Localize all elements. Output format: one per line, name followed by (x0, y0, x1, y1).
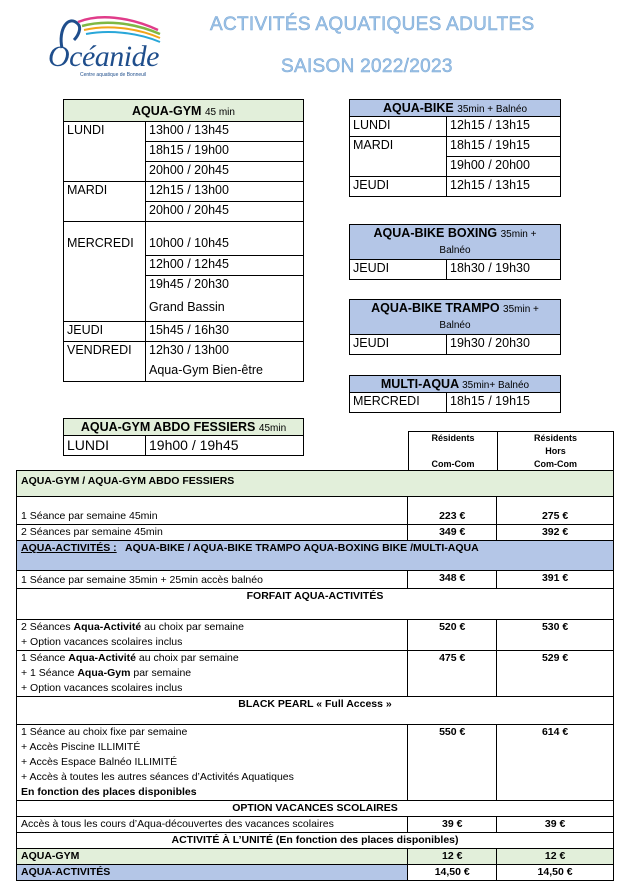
multi-schedule (349, 375, 561, 413)
day-cell (64, 362, 146, 382)
text: + Accès Piscine ILLIMITÉ (21, 741, 141, 753)
price-resident: 550 € (408, 725, 497, 801)
price-label: Accès à tous les cours d’Aqua-découvertes des vacances scolaires (17, 817, 408, 833)
time-cell: 20h00 / 20h45 (146, 162, 304, 182)
multi-header (350, 376, 561, 393)
day-cell: MERCREDI (350, 393, 447, 413)
aquagym-header (64, 100, 304, 122)
time-cell: 18h15 / 19h00 (146, 142, 304, 162)
trampo-title: AQUA-BIKE TRAMPO (371, 301, 500, 315)
price-resident: 348 € (408, 571, 497, 589)
day-cell: JEUDI (350, 177, 447, 197)
day-cell: JEUDI (350, 335, 447, 355)
time-cell: Aqua-Gym Bien-être (146, 362, 304, 382)
day-cell: LUNDI (64, 436, 146, 456)
text: + Accès à toutes les autres séances d’Activités Aquatiques (21, 771, 294, 783)
trampo-duration-2: Balnéo (439, 320, 471, 331)
price-resident: 349 € (408, 525, 497, 541)
day-cell: VENDREDI (64, 342, 146, 362)
text: 1 Séance (21, 652, 69, 664)
text: Aqua-Activité (73, 621, 142, 633)
day-cell (64, 276, 146, 296)
section-black-pearl: BLACK PEARL « Full Access » (17, 697, 614, 725)
text: + Accès Espace Balnéo ILLIMITÉ (21, 756, 178, 768)
day-cell (64, 256, 146, 276)
header-line: Hors (545, 446, 566, 456)
abdo-schedule (63, 418, 304, 456)
boxing-title: AQUA-BIKE BOXING (373, 226, 498, 240)
time-cell: 18h15 / 19h15 (447, 137, 561, 157)
price-non-resident: 614 € (497, 725, 614, 801)
price-resident: 39 € (408, 817, 497, 833)
header-line: Résidents (533, 433, 577, 443)
page-title: ACTIVITÉS AQUATIQUES ADULTES (210, 14, 535, 35)
price-non-resident: 529 € (497, 651, 614, 697)
multi-duration: 35min+ Balnéo (462, 380, 530, 391)
text: En fonction des places disponibles (21, 786, 197, 798)
price-resident: 475 € (408, 651, 497, 697)
text: + Option vacances scolaires inclus (21, 682, 183, 694)
day-cell (64, 162, 146, 182)
time-cell: 20h00 / 20h45 (146, 202, 304, 222)
time-cell: 13h00 / 13h45 (146, 122, 304, 142)
price-non-resident: 392 € (497, 525, 614, 541)
section-unite: ACTIVITÉ À L’UNITÉ (En fonction des places disponibles) (17, 833, 614, 849)
price-label: AQUA-ACTIVITÉS (17, 865, 408, 881)
text: par semaine (130, 667, 192, 679)
time-cell: 19h00 / 20h00 (447, 157, 561, 177)
price-table (16, 470, 614, 881)
time-cell: 12h15 / 13h00 (146, 182, 304, 202)
multi-title: MULTI-AQUA (380, 377, 459, 391)
header-residents (408, 431, 498, 471)
price-label: 2 Séances par semaine 45min (17, 525, 408, 541)
oceanide-logo (48, 10, 178, 80)
aquagym-duration: 45 min (204, 106, 235, 118)
price-label (17, 651, 408, 697)
boxing-duration-2: Balnéo (439, 245, 471, 256)
header-line: Résidents (431, 433, 475, 443)
section-forfait: FORFAIT AQUA-ACTIVITÉS (17, 589, 614, 620)
price-non-resident: 530 € (497, 620, 614, 651)
price-non-resident: 39 € (497, 817, 614, 833)
aquabike-duration: 35min + Balnéo (457, 104, 528, 115)
abdo-title: AQUA-GYM ABDO FESSIERS (80, 420, 256, 434)
text: au choix par semaine (135, 652, 239, 664)
price-non-resident: 12 € (497, 849, 614, 865)
logo-tagline: Centre aquatique de Bonneuil (80, 72, 147, 78)
text: + Option vacances scolaires inclus (21, 636, 183, 648)
text: Aqua-Activité (68, 652, 136, 664)
trampo-duration: 35min + (503, 304, 539, 315)
time-cell: 12h15 / 13h15 (447, 177, 561, 197)
aquabike-title: AQUA-BIKE (382, 101, 454, 115)
price-label (17, 620, 408, 651)
price-resident: 223 € (408, 497, 497, 525)
day-cell: JEUDI (64, 322, 146, 342)
price-label: 1 Séance par semaine 45min (17, 497, 408, 525)
price-resident: 14,50 € (408, 865, 497, 881)
trampo-header (350, 300, 561, 335)
time-cell: 10h00 / 10h45 (146, 222, 304, 256)
price-resident: 12 € (408, 849, 497, 865)
time-cell: 12h00 / 12h45 (146, 256, 304, 276)
header-line (409, 445, 497, 458)
day-cell: MARDI (350, 137, 447, 157)
page-subtitle: SAISON 2022/2023 (281, 56, 453, 77)
text: 2 Séances (21, 621, 74, 633)
boxing-duration: 35min + (500, 229, 537, 240)
abdo-header (64, 419, 304, 436)
day-cell (64, 296, 146, 322)
section-aqua-activites-list: AQUA-BIKE / AQUA-BIKE TRAMPO AQUA-BOXING BIKE /MULTI-AQUA (125, 542, 479, 554)
time-cell: 18h30 / 19h30 (447, 260, 561, 280)
trampo-schedule (349, 299, 561, 355)
day-cell: MERCREDI (64, 222, 146, 256)
aquagym-schedule (63, 99, 304, 382)
day-cell: LUNDI (64, 122, 146, 142)
aquabike-schedule (349, 99, 561, 197)
price-label: 1 Séance par semaine 35min + 25min accès balnéo (17, 571, 408, 589)
section-aqua-activites-title: AQUA-ACTIVITÉS : (21, 542, 117, 554)
time-cell: 19h45 / 20h30 (146, 276, 304, 296)
price-non-resident: 275 € (497, 497, 614, 525)
time-cell: 18h15 / 19h15 (447, 393, 561, 413)
header-line: Com-Com (534, 459, 577, 469)
abdo-duration: 45min (258, 423, 287, 434)
day-cell (350, 157, 447, 177)
time-cell: 12h30 / 13h00 (146, 342, 304, 362)
text: Aqua-Gym (77, 667, 131, 679)
day-cell: JEUDI (350, 260, 447, 280)
time-cell: 15h45 / 16h30 (146, 322, 304, 342)
text: + 1 Séance (21, 667, 78, 679)
time-cell: 19h30 / 20h30 (447, 335, 561, 355)
section-vacances: OPTION VACANCES SCOLAIRES (17, 801, 614, 817)
text: au choix par semaine (141, 621, 244, 633)
time-cell: Grand Bassin (146, 296, 304, 322)
price-non-resident: 14,50 € (497, 865, 614, 881)
header-non-residents (497, 431, 614, 471)
aquagym-title: AQUA-GYM (132, 103, 202, 118)
logo-wordmark: Océanide (48, 40, 159, 73)
time-cell: 19h00 / 19h45 (146, 436, 304, 456)
header-line: Com-Com (431, 459, 475, 469)
day-cell (64, 202, 146, 222)
section-aqua-activites (17, 541, 614, 571)
boxing-header (350, 225, 561, 260)
day-cell (64, 142, 146, 162)
aquabike-header (350, 100, 561, 117)
text: 1 Séance au choix fixe par semaine (21, 726, 188, 738)
boxing-schedule (349, 224, 561, 280)
price-label (17, 725, 408, 801)
day-cell: MARDI (64, 182, 146, 202)
time-cell: 12h15 / 13h15 (447, 117, 561, 137)
section-aquagym: AQUA-GYM / AQUA-GYM ABDO FESSIERS (17, 471, 614, 497)
price-resident: 520 € (408, 620, 497, 651)
price-label: AQUA-GYM (17, 849, 408, 865)
day-cell: LUNDI (350, 117, 447, 137)
price-non-resident: 391 € (497, 571, 614, 589)
